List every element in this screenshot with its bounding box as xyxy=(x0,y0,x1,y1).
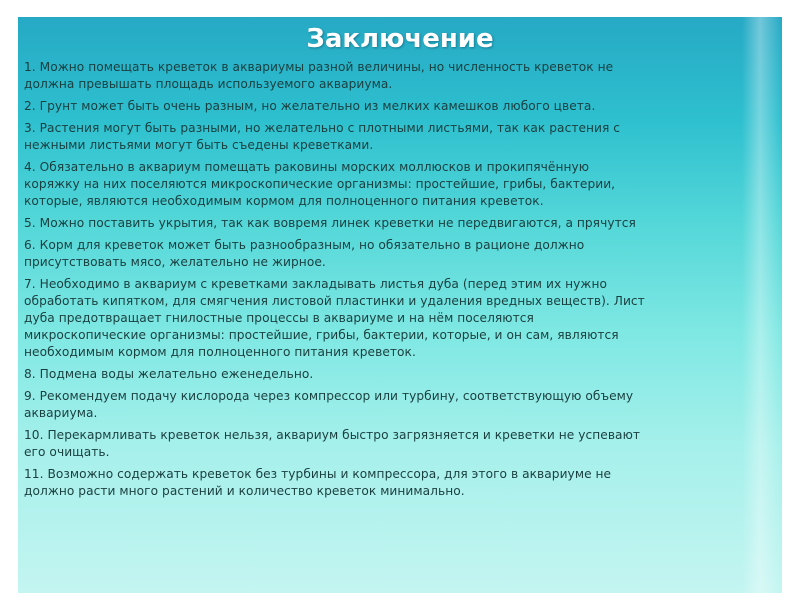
list-item-line: присутствовать мясо, желательно не жирное. xyxy=(24,255,326,269)
list-item xyxy=(24,237,776,271)
list-item-line: должна превышать площадь используемого аквариума. xyxy=(24,77,393,91)
list-item-line: 10. Перекармливать креветок нельзя, аквариум быстро загрязняется и креветки не успевают xyxy=(24,428,641,442)
list-item-line: 2. Грунт может быть очень разным, но желательно из мелких камешков любого цвета. xyxy=(24,99,596,113)
list-item-line: 11. Возможно содержать креветок без турбины и компрессора, для этого в аквариуме не xyxy=(24,467,612,481)
list-item xyxy=(24,159,776,210)
list-item-line: 5. Можно поставить укрытия, так как вовремя линек креветки не передвигаются, а прячутся xyxy=(24,216,636,230)
list-item-line: аквариума. xyxy=(24,406,98,420)
list-item xyxy=(24,466,776,500)
list-item-line: 6. Корм для креветок может быть разнообразным, но обязательно в рационе должно xyxy=(24,238,585,252)
list-item-line: коряжку на них поселяются микроскопические организмы: простейшие, грибы, бактерии, xyxy=(24,177,616,191)
list-item xyxy=(24,59,776,93)
list-item-line: обработать кипятком, для смягчения листовой пластинки и удаления вредных веществ). Лист xyxy=(24,294,645,308)
list-item xyxy=(24,276,776,361)
list-item-line: микроскопические организмы: простейшие, грибы, бактерии, которые, и он сам, являются xyxy=(24,328,619,342)
conclusion-list xyxy=(24,59,776,505)
list-item xyxy=(24,215,776,232)
list-item xyxy=(24,120,776,154)
list-item-line: 1. Можно помещать креветок в аквариумы разной величины, но численность креветок не xyxy=(24,60,614,74)
list-item-line: 3. Растения могут быть разными, но желательно с плотными листьями, так как растения с xyxy=(24,121,621,135)
list-item xyxy=(24,388,776,422)
list-item-line: 7. Необходимо в аквариум с креветками закладывать листья дуба (перед этим их нужно xyxy=(24,277,607,291)
list-item-line: нежными листьями могут быть съедены креветками. xyxy=(24,138,374,152)
list-item xyxy=(24,427,776,461)
list-item xyxy=(24,366,776,383)
list-item-line: 9. Рекомендуем подачу кислорода через компрессор или турбину, соответствующую объему xyxy=(24,389,634,403)
slide-title: Заключение xyxy=(306,24,494,54)
list-item-line: его очищать. xyxy=(24,445,110,459)
list-item-line: необходимым кормом для полноценного питания креветок. xyxy=(24,345,416,359)
list-item xyxy=(24,98,776,115)
list-item-line: 4. Обязательно в аквариум помещать раковины морских моллюсков и прокипячённую xyxy=(24,160,590,174)
list-item-line: которые, являются необходимым кормом для полноценного питания креветок. xyxy=(24,194,544,208)
list-item-line: дуба предотвращает гнилостные процессы в аквариуме и на нём поселяются xyxy=(24,311,534,325)
list-item-line: должно расти много растений и количество креветок минимально. xyxy=(24,484,465,498)
list-item-line: 8. Подмена воды желательно еженедельно. xyxy=(24,367,314,381)
